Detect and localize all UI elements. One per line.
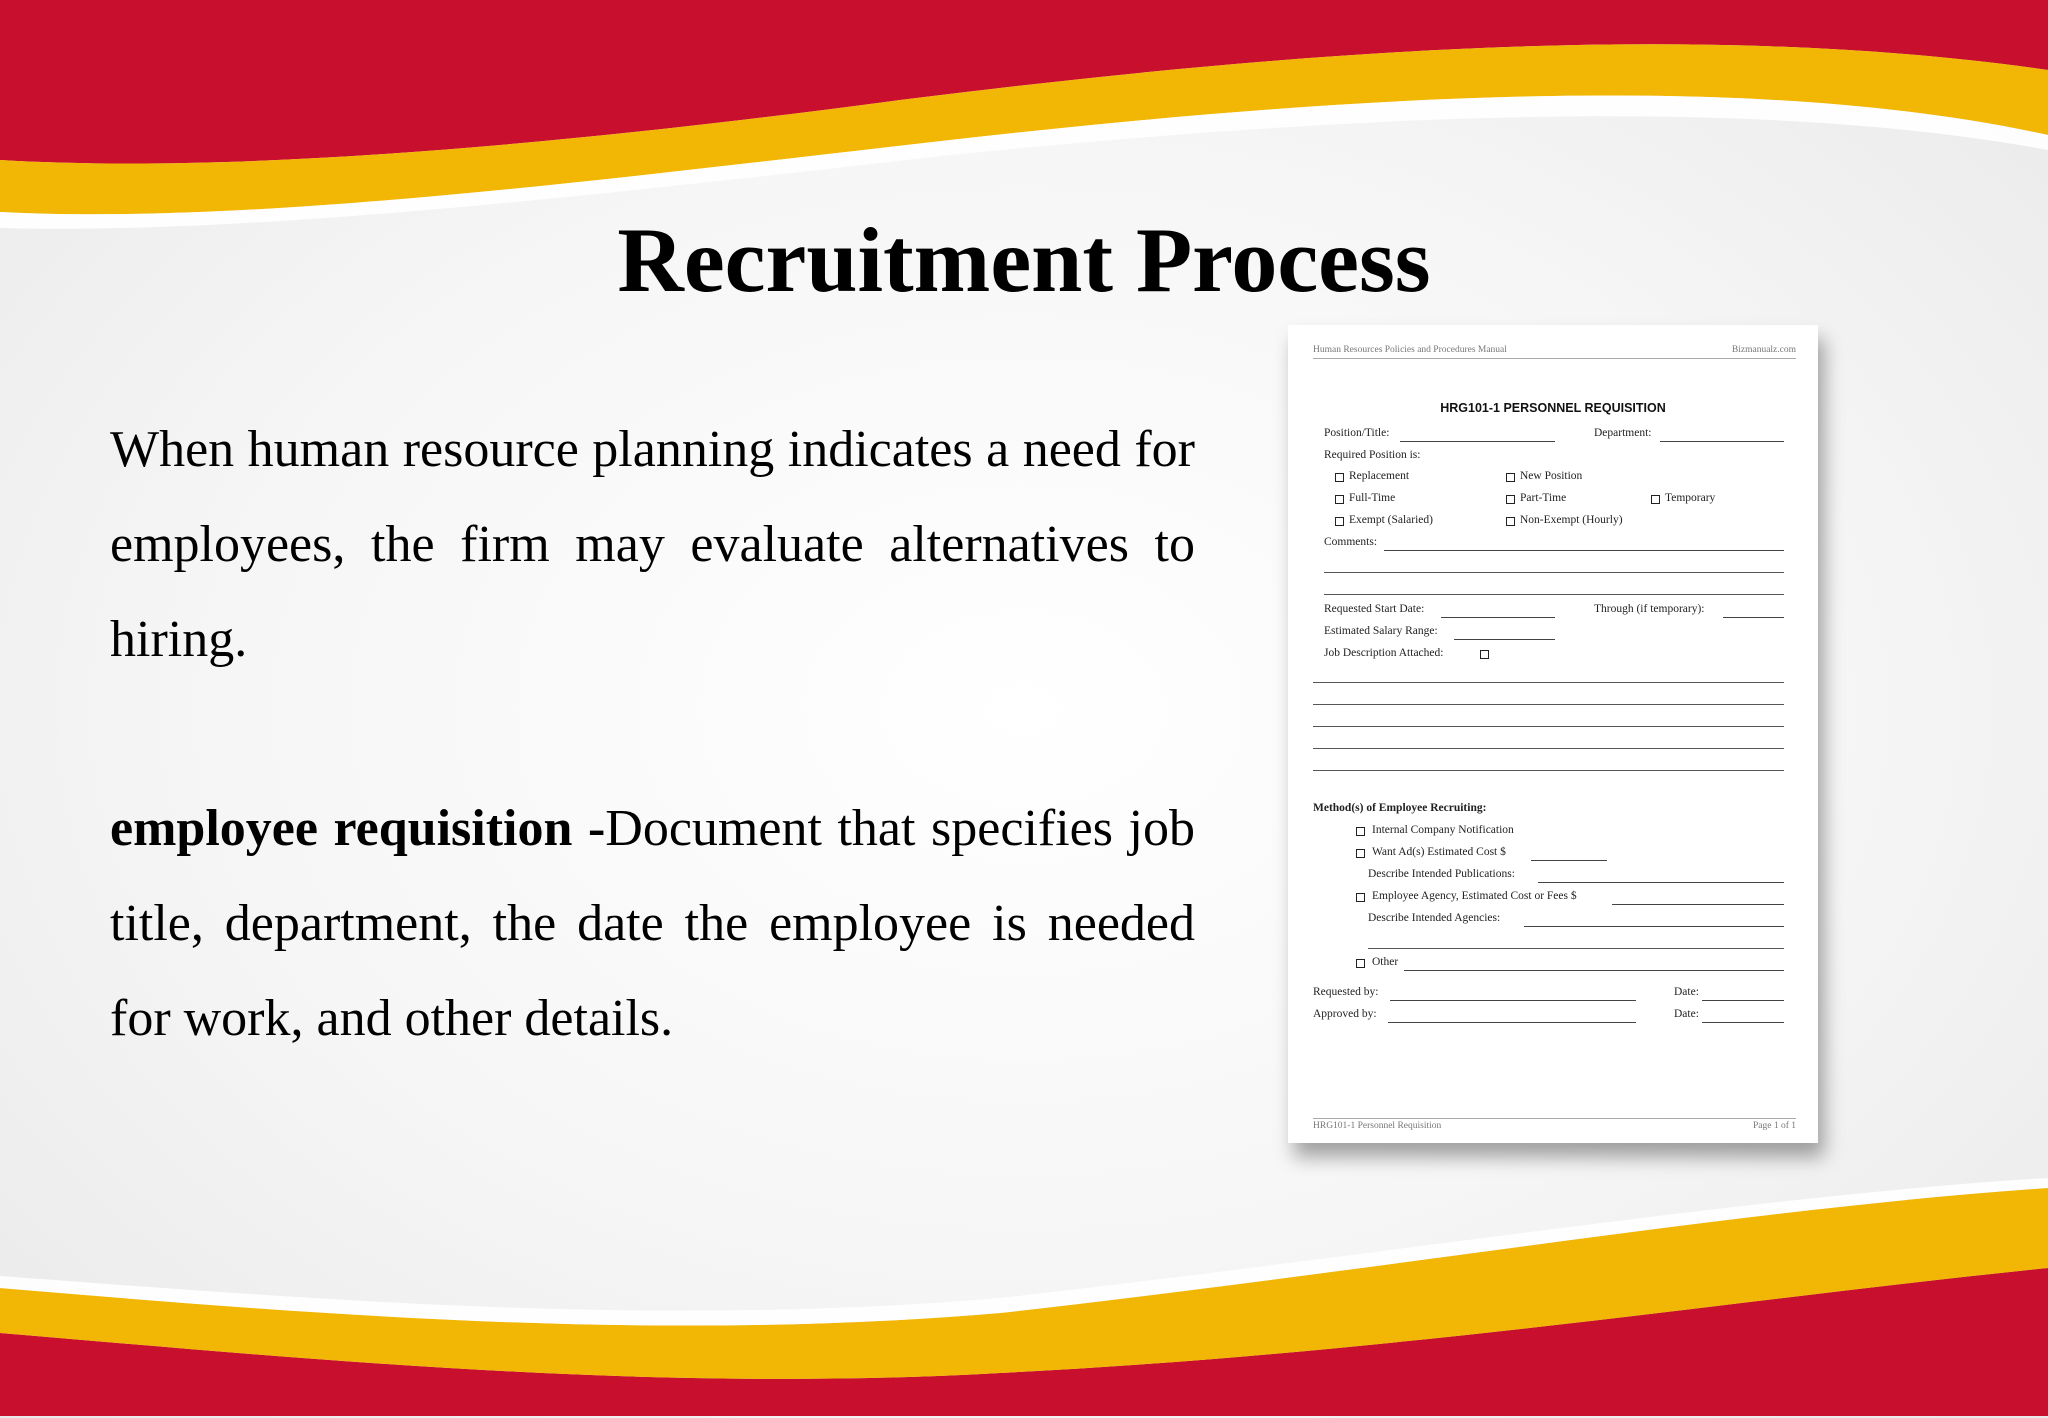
requested-by-line	[1390, 1000, 1636, 1001]
agencies-line	[1368, 948, 1784, 949]
definition-term: employee requisition -	[110, 800, 606, 857]
notes-line	[1313, 704, 1784, 705]
form-header-left: Human Resources Policies and Procedures Manual	[1313, 345, 1507, 355]
definition-paragraph	[110, 781, 1195, 1066]
definition-text: Document that specifies job title, department, the date the employee is needed for work, and other details.	[110, 800, 1196, 1047]
publications-line	[1538, 882, 1784, 883]
start-date-label: Requested Start Date:	[1324, 603, 1425, 615]
checkbox-icon	[1480, 650, 1489, 659]
department-label: Department:	[1594, 427, 1652, 439]
through-label: Through (if temporary):	[1594, 603, 1705, 615]
agencies-label: Describe Intended Agencies:	[1368, 912, 1501, 924]
checkbox-icon	[1651, 495, 1660, 504]
requisition-form-image	[1288, 325, 1818, 1143]
want-ads-label: Want Ad(s) Estimated Cost $	[1372, 846, 1506, 858]
form-footer	[1313, 1118, 1796, 1132]
new-position-label: New Position	[1520, 470, 1583, 482]
checkbox-icon	[1356, 827, 1365, 836]
non-exempt-label: Non-Exempt (Hourly)	[1520, 514, 1623, 526]
temporary-label: Temporary	[1665, 492, 1716, 504]
approved-by-label: Approved by:	[1313, 1008, 1377, 1020]
checkbox-icon	[1506, 473, 1515, 482]
checkbox-icon	[1335, 473, 1344, 482]
want-ads-line	[1531, 860, 1607, 861]
comments-line	[1384, 550, 1784, 551]
department-line	[1660, 441, 1784, 442]
slide-title: Recruitment Process	[617, 209, 1431, 311]
form-header-right: Bizmanualz.com	[1731, 345, 1796, 355]
exempt-label: Exempt (Salaried)	[1349, 514, 1433, 526]
date-label: Date:	[1674, 1008, 1699, 1020]
other-line	[1404, 970, 1784, 971]
checkbox-icon	[1356, 959, 1365, 968]
notes-line	[1313, 770, 1784, 771]
bottom-wave-decoration	[0, 1148, 2048, 1418]
through-line	[1723, 617, 1784, 618]
notes-line	[1313, 748, 1784, 749]
comments-line	[1324, 572, 1784, 573]
checkbox-icon	[1506, 495, 1515, 504]
date-line	[1702, 1000, 1784, 1001]
salary-line	[1454, 639, 1555, 640]
agency-label: Employee Agency, Estimated Cost or Fees $	[1372, 890, 1577, 902]
form-header	[1313, 345, 1796, 359]
internal-label: Internal Company Notification	[1372, 824, 1514, 836]
position-label: Position/Title:	[1324, 427, 1390, 439]
part-time-label: Part-Time	[1520, 492, 1567, 504]
form-title: HRG101-1 PERSONNEL REQUISITION	[1440, 401, 1666, 415]
checkbox-icon	[1356, 893, 1365, 902]
other-label: Other	[1372, 956, 1399, 968]
agencies-line	[1524, 926, 1784, 927]
replacement-label: Replacement	[1349, 470, 1410, 482]
checkbox-icon	[1506, 517, 1515, 526]
intro-paragraph: When human resource planning indicates a need for employees, the firm may evaluate alternatives to hiring.	[110, 421, 1195, 668]
comments-line	[1324, 594, 1784, 595]
salary-label: Estimated Salary Range:	[1324, 625, 1438, 637]
top-wave-decoration	[0, 0, 2048, 240]
comments-label: Comments:	[1324, 536, 1378, 548]
required-label: Required Position is:	[1324, 449, 1421, 461]
start-date-line	[1441, 617, 1555, 618]
checkbox-icon	[1356, 849, 1365, 858]
date-label: Date:	[1674, 986, 1699, 998]
date-line	[1702, 1022, 1784, 1023]
full-time-label: Full-Time	[1349, 492, 1396, 504]
checkbox-icon	[1335, 517, 1344, 526]
approved-by-line	[1388, 1022, 1636, 1023]
notes-line	[1313, 682, 1784, 683]
job-desc-label: Job Description Attached:	[1324, 647, 1444, 659]
position-line	[1400, 441, 1555, 442]
requested-by-label: Requested by:	[1313, 986, 1379, 998]
form-footer-left: HRG101-1 Personnel Requisition	[1313, 1121, 1442, 1131]
publications-label: Describe Intended Publications:	[1368, 868, 1515, 880]
methods-label: Method(s) of Employee Recruiting:	[1313, 802, 1487, 814]
agency-line	[1612, 904, 1784, 905]
notes-line	[1313, 726, 1784, 727]
form-footer-right: Page 1 of 1	[1752, 1121, 1796, 1131]
checkbox-icon	[1335, 495, 1344, 504]
